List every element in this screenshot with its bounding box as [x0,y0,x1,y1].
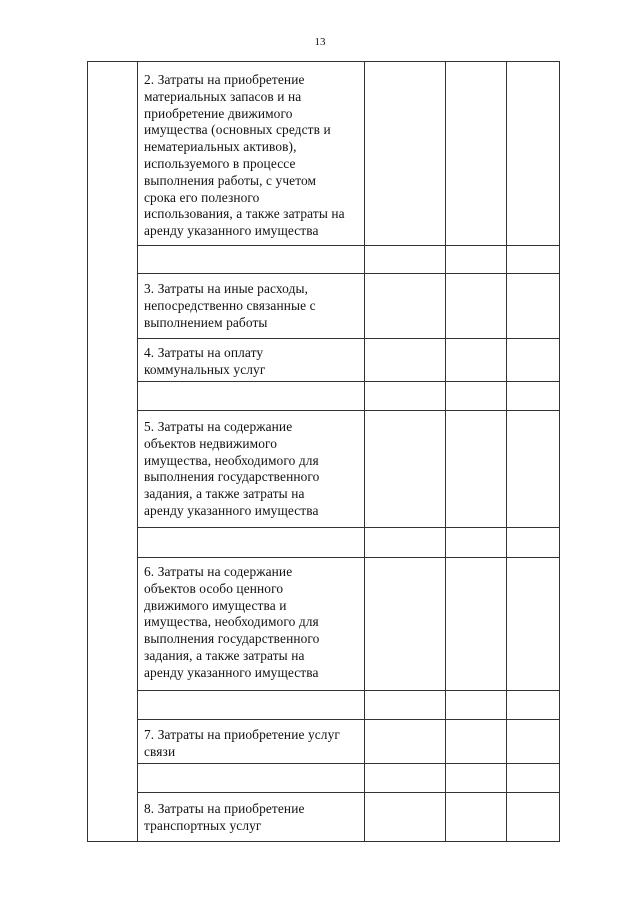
column-divider-2 [364,61,365,842]
row-divider [137,719,560,720]
row-7-description: 7. Затраты на приобретение услуг связи [144,727,340,759]
row-divider [137,763,560,764]
table-border-bottom [87,841,560,842]
row-2-description: 2. Затраты на приобретение материальных запасов и на приобретение движимого имущества (основных средств и нематериальных активов), используемого в процессе выполнения работы, с учетом срока его полезного использования, а также затраты на аренду указанного имущества [144,72,345,239]
row-8-description: 8. Затраты на приобретение транспортных услуг [144,801,305,833]
table-border-right [559,61,560,842]
row-divider [137,557,560,558]
row-divider [137,792,560,793]
table-border-left [87,61,88,842]
page-number: 13 [314,36,326,48]
row-divider [137,245,560,246]
column-divider-3 [445,61,446,842]
row-divider [137,338,560,339]
column-divider-1 [137,61,138,842]
row-5-description: 5. Затраты на содержание объектов недвижимого имущества, необходимого для выполнения государственного задания, а также затраты на аренду указанного имущества [144,419,320,518]
row-divider [137,381,560,382]
row-divider [137,273,560,274]
row-4-description: 4. Затраты на оплату коммунальных услуг [144,345,266,377]
row-6-description: 6. Затраты на содержание объектов особо ценного движимого имущества и имущества, необходимого для выполнения государственного задания, а также затраты на аренду указанного имущества [144,564,320,680]
column-divider-4 [506,61,507,842]
row-divider [137,527,560,528]
row-divider [137,690,560,691]
table-border-top [87,61,560,62]
row-divider [137,410,560,411]
row-3-description: 3. Затраты на иные расходы, непосредственно связанные с выполнением работы [144,281,316,330]
